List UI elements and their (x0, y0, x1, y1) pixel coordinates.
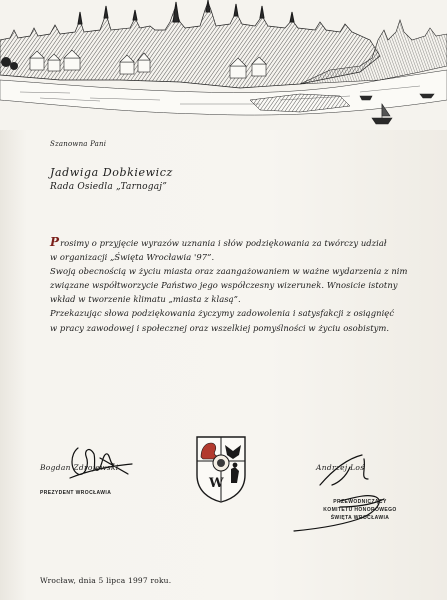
signer-left-title: PREZYDENT WROCŁAWIA (40, 490, 112, 496)
city-panorama-engraving (0, 0, 447, 130)
signature-right (280, 445, 430, 545)
body-line: Swoją obecnością w życiu miasta oraz zaangażowaniem w ważne wydarzenia z nim (50, 266, 408, 277)
body-line: wkład w tworzenie klimatu „miasta z klasą”. (50, 294, 241, 305)
body-line: Przekazując słowa podziękowania życzymy zadowolenia i satysfakcji z osiągnięć (50, 308, 395, 319)
signer-right-title-line: PRZEWODNICZĄCY (333, 499, 387, 505)
recipient-block (50, 166, 173, 192)
letter-body (50, 236, 415, 335)
signer-right-title (300, 498, 420, 522)
signer-right-title-line: ŚWIĘTA WROCŁAWIA (330, 515, 390, 521)
signer-left-name: Bogdan Zdrojewski (40, 463, 119, 472)
recipient-organization: Rada Osiedla „Tarnogaj” (50, 182, 168, 192)
recipient-name: Jadwiga Dobkiewicz (50, 166, 173, 179)
signature-left (40, 440, 170, 510)
wroclaw-coat-of-arms (195, 435, 247, 503)
signer-right-title-line: KOMITETU HONOROWEGO (323, 507, 397, 513)
svg-text:W: W (209, 476, 224, 491)
body-line: związane współtworzycie Państwo jego współczesny wizerunek. Wnosicie istotny (50, 280, 398, 291)
signer-right-name: Andrzej Loś (316, 463, 365, 472)
body-line: w pracy zawodowej i społecznej oraz wszelkiej pomyślności w życiu osobistym. (50, 322, 390, 333)
dateline: Wrocław, dnia 5 lipca 1997 roku. (40, 576, 172, 585)
salutation: Szanowna Pani (50, 140, 107, 148)
body-line-text: rosimy o przyjęcie wyrazów uznania i słów podziękowania za twórczy udział (60, 238, 387, 248)
body-dropcap: P (50, 235, 60, 249)
body-line: w organizacji „Święta Wrocławia '97”. (50, 252, 215, 263)
body-line (50, 236, 415, 250)
